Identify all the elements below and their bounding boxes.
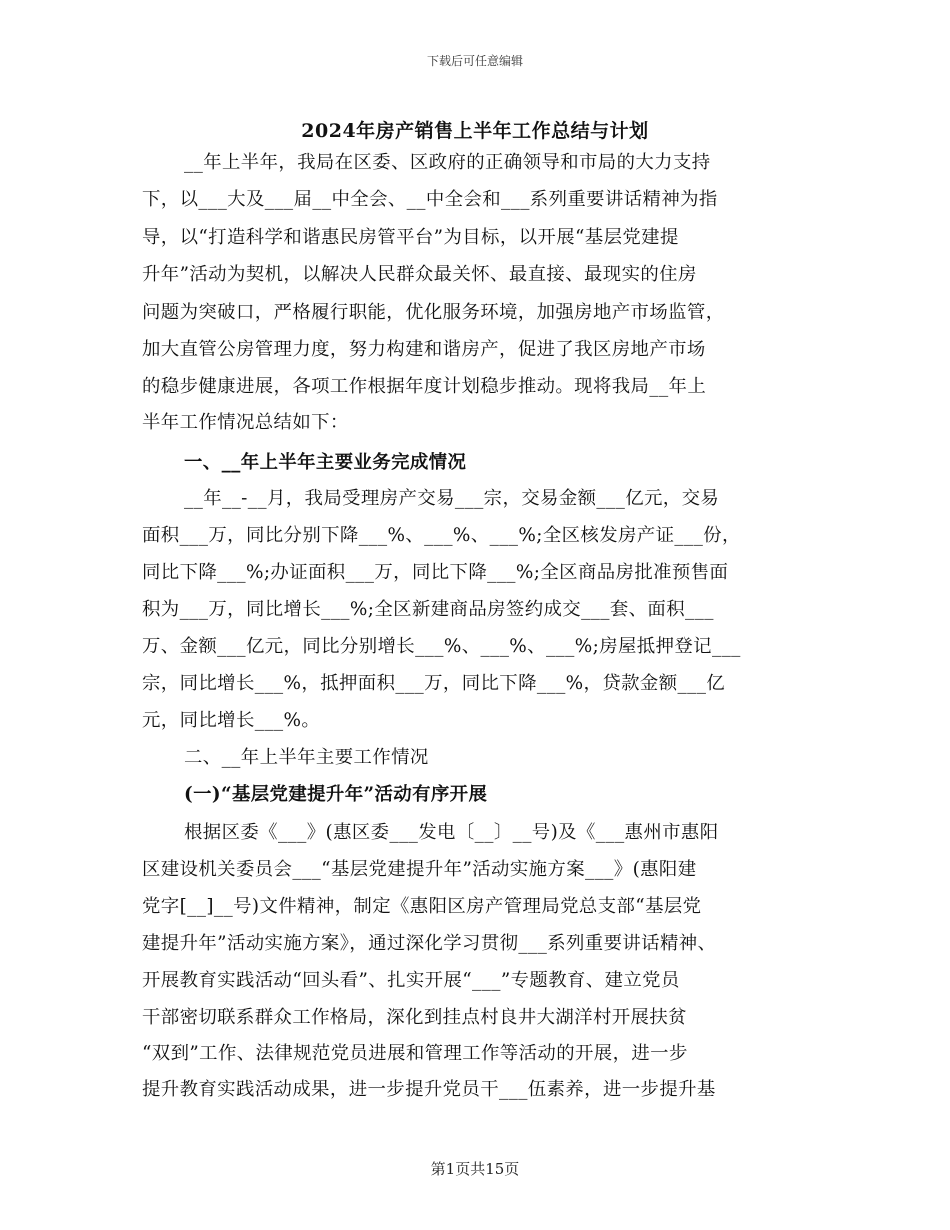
section-heading: 一、__年上半年主要业务完成情况	[184, 452, 467, 473]
section1-line: 宗，同比增长___%，抵押面积___万，同比下降___%，贷款金额___亿	[142, 673, 726, 694]
intro-line: 升年”活动为契机，以解决人民群众最关怀、最直接、最现实的住房	[142, 264, 697, 285]
section1-line: 积为___万，同比增长___%;全区新建商品房签约成交___套、面积___	[142, 599, 714, 620]
intro-line: 的稳步健康进展，各项工作根据年度计划稳步推动。现将我局__年上	[142, 376, 707, 397]
subsection1-line: 开展教育实践活动“回头看”、扎实开展“___”专题教育、建立党员	[142, 970, 680, 991]
intro-line: 半年工作情况总结如下：	[142, 412, 349, 433]
subsection-heading: (一)“基层党建提升年”活动有序开展	[184, 784, 488, 805]
intro-line: 下，以___大及___届__中全会、__中全会和___系列重要讲话精神为指	[142, 189, 718, 210]
subsection1-line: “双到”工作、法律规范党员进展和管理工作等活动的开展，进一步	[142, 1043, 688, 1064]
page-footer: 第1页共15页	[430, 1160, 520, 1178]
section1-line: 万、金额___亿元，同比分别增长___%、___%、___%;房屋抵押登记___	[142, 636, 741, 657]
subsection1-line: 建提升年”活动实施方案》，通过深化学习贯彻___系列重要讲话精神、	[142, 933, 717, 954]
subsection1-line: 提升教育实践活动成果，进一步提升党员干___伍素养，进一步提升基	[142, 1079, 716, 1100]
section1-line: __年__-__月，我局受理房产交易___宗，交易金额___亿元，交易	[184, 488, 720, 509]
intro-line: 导，以“打造科学和谐惠民房管平台”为目标，以开展“基层党建提	[142, 227, 679, 248]
intro-line: __年上半年，我局在区委、区政府的正确领导和市局的大力支持	[184, 152, 711, 173]
section-heading: 二、__年上半年主要工作情况	[184, 747, 429, 768]
subsection1-line: 干部密切联系群众工作格局，深化到挂点村良井大湖洋村开展扶贫	[142, 1007, 687, 1028]
document-title: 2024年房产销售上半年工作总结与计划	[301, 120, 649, 142]
section1-line: 面积___万，同比分别下降___%、___%、___%;全区核发房产证___份，	[142, 525, 741, 546]
intro-line: 加大直管公房管理力度，努力构建和谐房产，促进了我区房地产市场	[142, 339, 706, 360]
subsection1-line: 根据区委《___》(惠区委___发电〔__〕__号)及《___惠州市惠阳	[184, 822, 719, 843]
subsection1-line: 区建设机关委员会___“基层党建提升年”活动实施方案___》(惠阳建	[142, 859, 697, 880]
section1-line: 同比下降___%;办证面积___万，同比下降___%;全区商品房批准预售面	[142, 562, 729, 583]
section1-line: 元，同比增长___%。	[142, 710, 321, 731]
header-note: 下载后可任意编辑	[426, 54, 523, 68]
subsection1-line: 党字[__]__号)文件精神，制定《惠阳区房产管理局党总支部“基层党	[142, 896, 702, 917]
intro-line: 问题为突破口，严格履行职能，优化服务环境，加强房地产市场监管，	[142, 302, 725, 323]
